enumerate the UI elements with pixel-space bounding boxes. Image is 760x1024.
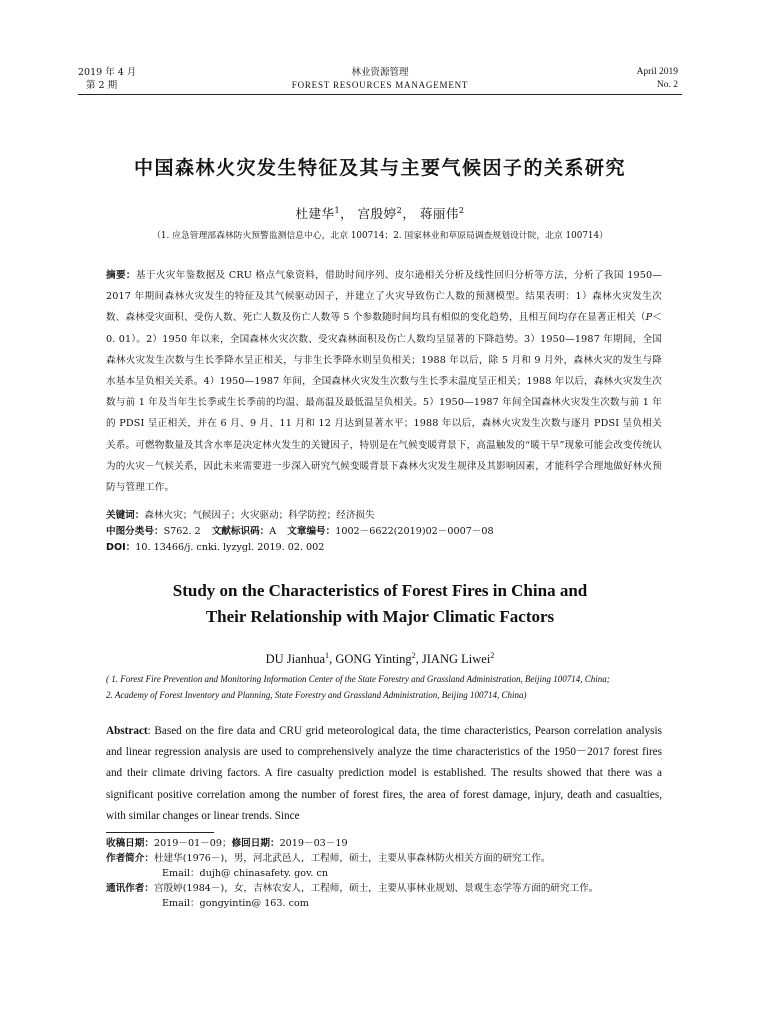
abstract-text-continued: ＜0. 01）。2）1950 年以来，全国森林火灾次数、受灾森林面积及伤亡人数均呈显著的下降趋势。3）1950—1987 年期间，全国森林火灾发生次数与生长季降水呈正相关，与非生长季降水则呈负相关；1988 年以后，除 5 月和 9 月外，森林火灾的发生与降水基本呈负相关关系。4）1950—1987 年间，全国森林火灾发生次数与生长季末温度呈正相关；1988 年以后，森林火灾发生次数与前 1 年及当年生长季或生长季前的均温、最高温及最低温呈负相关。5）1950—1987 年间全国森林火灾发生次数与前 1 年的 PDSI 呈正相关，并在 6 月、9 月、11 月和 12 月达到显著水平；1988 年以后，森林火灾发生次数与逐月 PDSI 呈负相关关系。可燃物数量及其含水率是决定林火发生的关键因子，特别是在气候变暖背景下，高温触发的“暖干旱”现象可能会改变传统认为的火灾－气候关系，因此未来需要进一步深入研究气候变暖背景下森林火灾发生规律及其影响因素，才能科学合理地做好林火预防与管理工作。 [106, 312, 662, 494]
author-name: GONG Yinting [335, 652, 412, 666]
chinese-authors: 杜建华$^1$， 宫殷婷$^2$， 蒋丽伟$^2$ [295, 204, 465, 221]
header-month-en: April 2019 [636, 67, 678, 77]
header-journal-cn: 林业资源管理 [351, 67, 409, 78]
header-date: 2019 年 4 月 [78, 67, 137, 78]
english-abstract-label: Abstract [106, 725, 148, 737]
classification-line [106, 525, 662, 539]
clc-label: 中图分类号： [106, 526, 164, 537]
author-affil-mark: 2 [458, 204, 465, 215]
author-email: Email：dujh@ chinasafety. gov. cn [162, 868, 329, 879]
author-affil-mark: 1 [334, 204, 341, 215]
keywords-label: 关键词： [106, 510, 145, 521]
english-affiliation-line: ( 1. Forest Fire Prevention and Monitoring Information Center of the State Forestry and Grassland Administration, Beijing 100714, China; [106, 674, 610, 684]
keywords: 森林火灾；气候因子；火灾驱动；科学防控；经济损失 [144, 510, 375, 521]
header-number-en: No. 2 [656, 80, 678, 90]
author-affil-mark: 2 [396, 204, 403, 215]
article-number: 1002－6622(2019)02－0007－08 [335, 526, 494, 537]
doi-label: DOI： [106, 542, 136, 553]
header-right [637, 66, 678, 92]
corresponding-bio: 宫殷婷(1984－)，女，吉林农安人，工程师，硕士，主要从事林业规划、景观生态学等方面的研究工作。 [153, 883, 599, 894]
clc-number: S762. 2 [163, 526, 201, 537]
author-name: DU Jianhua [265, 652, 325, 666]
author-bio-note [106, 852, 550, 865]
chinese-affiliations: （1. 应急管理部森林防火预警监测信息中心，北京 100714；2. 国家林业和草原局调查规划设计院，北京 100714） [152, 231, 608, 241]
english-title-line: Study on the Characteristics of Forest Fires in China and [172, 581, 588, 600]
english-authors: DU Jianhua$^1$, GONG Yinting$^2$, JIANG Liwei$^2$ [265, 650, 495, 666]
author-affil-mark: 1 [325, 650, 330, 660]
author-name: 宫殷婷 [357, 206, 397, 221]
revised-date: 2019－03－19 [279, 838, 348, 849]
keywords-line [106, 509, 662, 523]
doi-value: 10. 13466/j. cnki. lyzygl. 2019. 02. 002 [135, 542, 325, 553]
received-date: 2019－01－09； [153, 838, 232, 849]
author-name: 杜建华 [295, 206, 335, 221]
abstract-p-symbol: P [645, 312, 653, 324]
author-affil-mark: 2 [411, 650, 416, 660]
english-abstract [106, 721, 662, 827]
doc-code-label: 文献标识码： [211, 526, 270, 537]
corresponding-label: 通讯作者： [106, 883, 154, 894]
english-affiliation-line: 2. Academy of Forest Inventory and Planning, State Forestry and Grassland Administration, Beijing 100714, China) [106, 690, 527, 700]
author-affil-mark: 2 [490, 650, 495, 660]
author-bio-label: 作者简介： [106, 853, 154, 864]
abstract-text: 基于火灾年鉴数据及 CRU 格点气象资料，借助时间序列、皮尔逊相关分析及线性回归分析等方法，分析了我国 1950—2017 年期间森林火灾发生的特征及其气候驱动因子，并建立了火灾导致伤亡人数的预测模型。结果表明：1）森林火灾发生次数、森林受灾面积、受伤人数、死亡人数及伤亡人数等 5 个参数随时间均具有相似的变化趋势，且相互间均存在显著正相关（ [106, 270, 662, 324]
revised-label: 修回日期： [231, 838, 280, 849]
header-rule [78, 94, 682, 95]
corresponding-author-note [106, 882, 598, 895]
received-date-note [106, 837, 348, 850]
article-number-label: 文章编号： [287, 526, 336, 537]
doc-code: A [269, 526, 277, 537]
english-title-line: Their Relationship with Major Climatic Factors [205, 607, 555, 626]
footnote-rule [106, 832, 214, 833]
header-issue: 第 2 期 [86, 80, 118, 91]
doi-line [106, 541, 662, 555]
chinese-abstract [106, 265, 662, 498]
english-abstract-text: : Based on the fire data and CRU grid meteorological data, the time characteristics, Pearson correlation analysis and linear regression analysis are used to comprehensively analyze the time characteristics of the 1950－2017 forest fires and their climate driving factors. A fire casualty prediction model is established. The results showed that there was a significant positive correlation among the number of forest fires, the area of forest damage, injury, death and casualties, with similar changes or linear trends. Since [106, 725, 662, 822]
received-label: 收稿日期： [106, 838, 154, 849]
header-journal-en: FOREST RESOURCES MANAGEMENT [291, 80, 469, 90]
english-title [0, 578, 760, 630]
author-name: JIANG Liwei [421, 652, 491, 666]
abstract-label: 摘要： [106, 270, 136, 281]
author-bio: 杜建华(1976－)，男，河北武邑人，工程师，硕士，主要从事森林防火相关方面的研究工作。 [153, 853, 551, 864]
corresponding-email: Email：gongyintin@ 163. com [162, 898, 309, 909]
chinese-title: 中国森林火灾发生特征及其与主要气候因子的关系研究 [133, 157, 626, 179]
author-name: 蒋丽伟 [419, 206, 459, 221]
